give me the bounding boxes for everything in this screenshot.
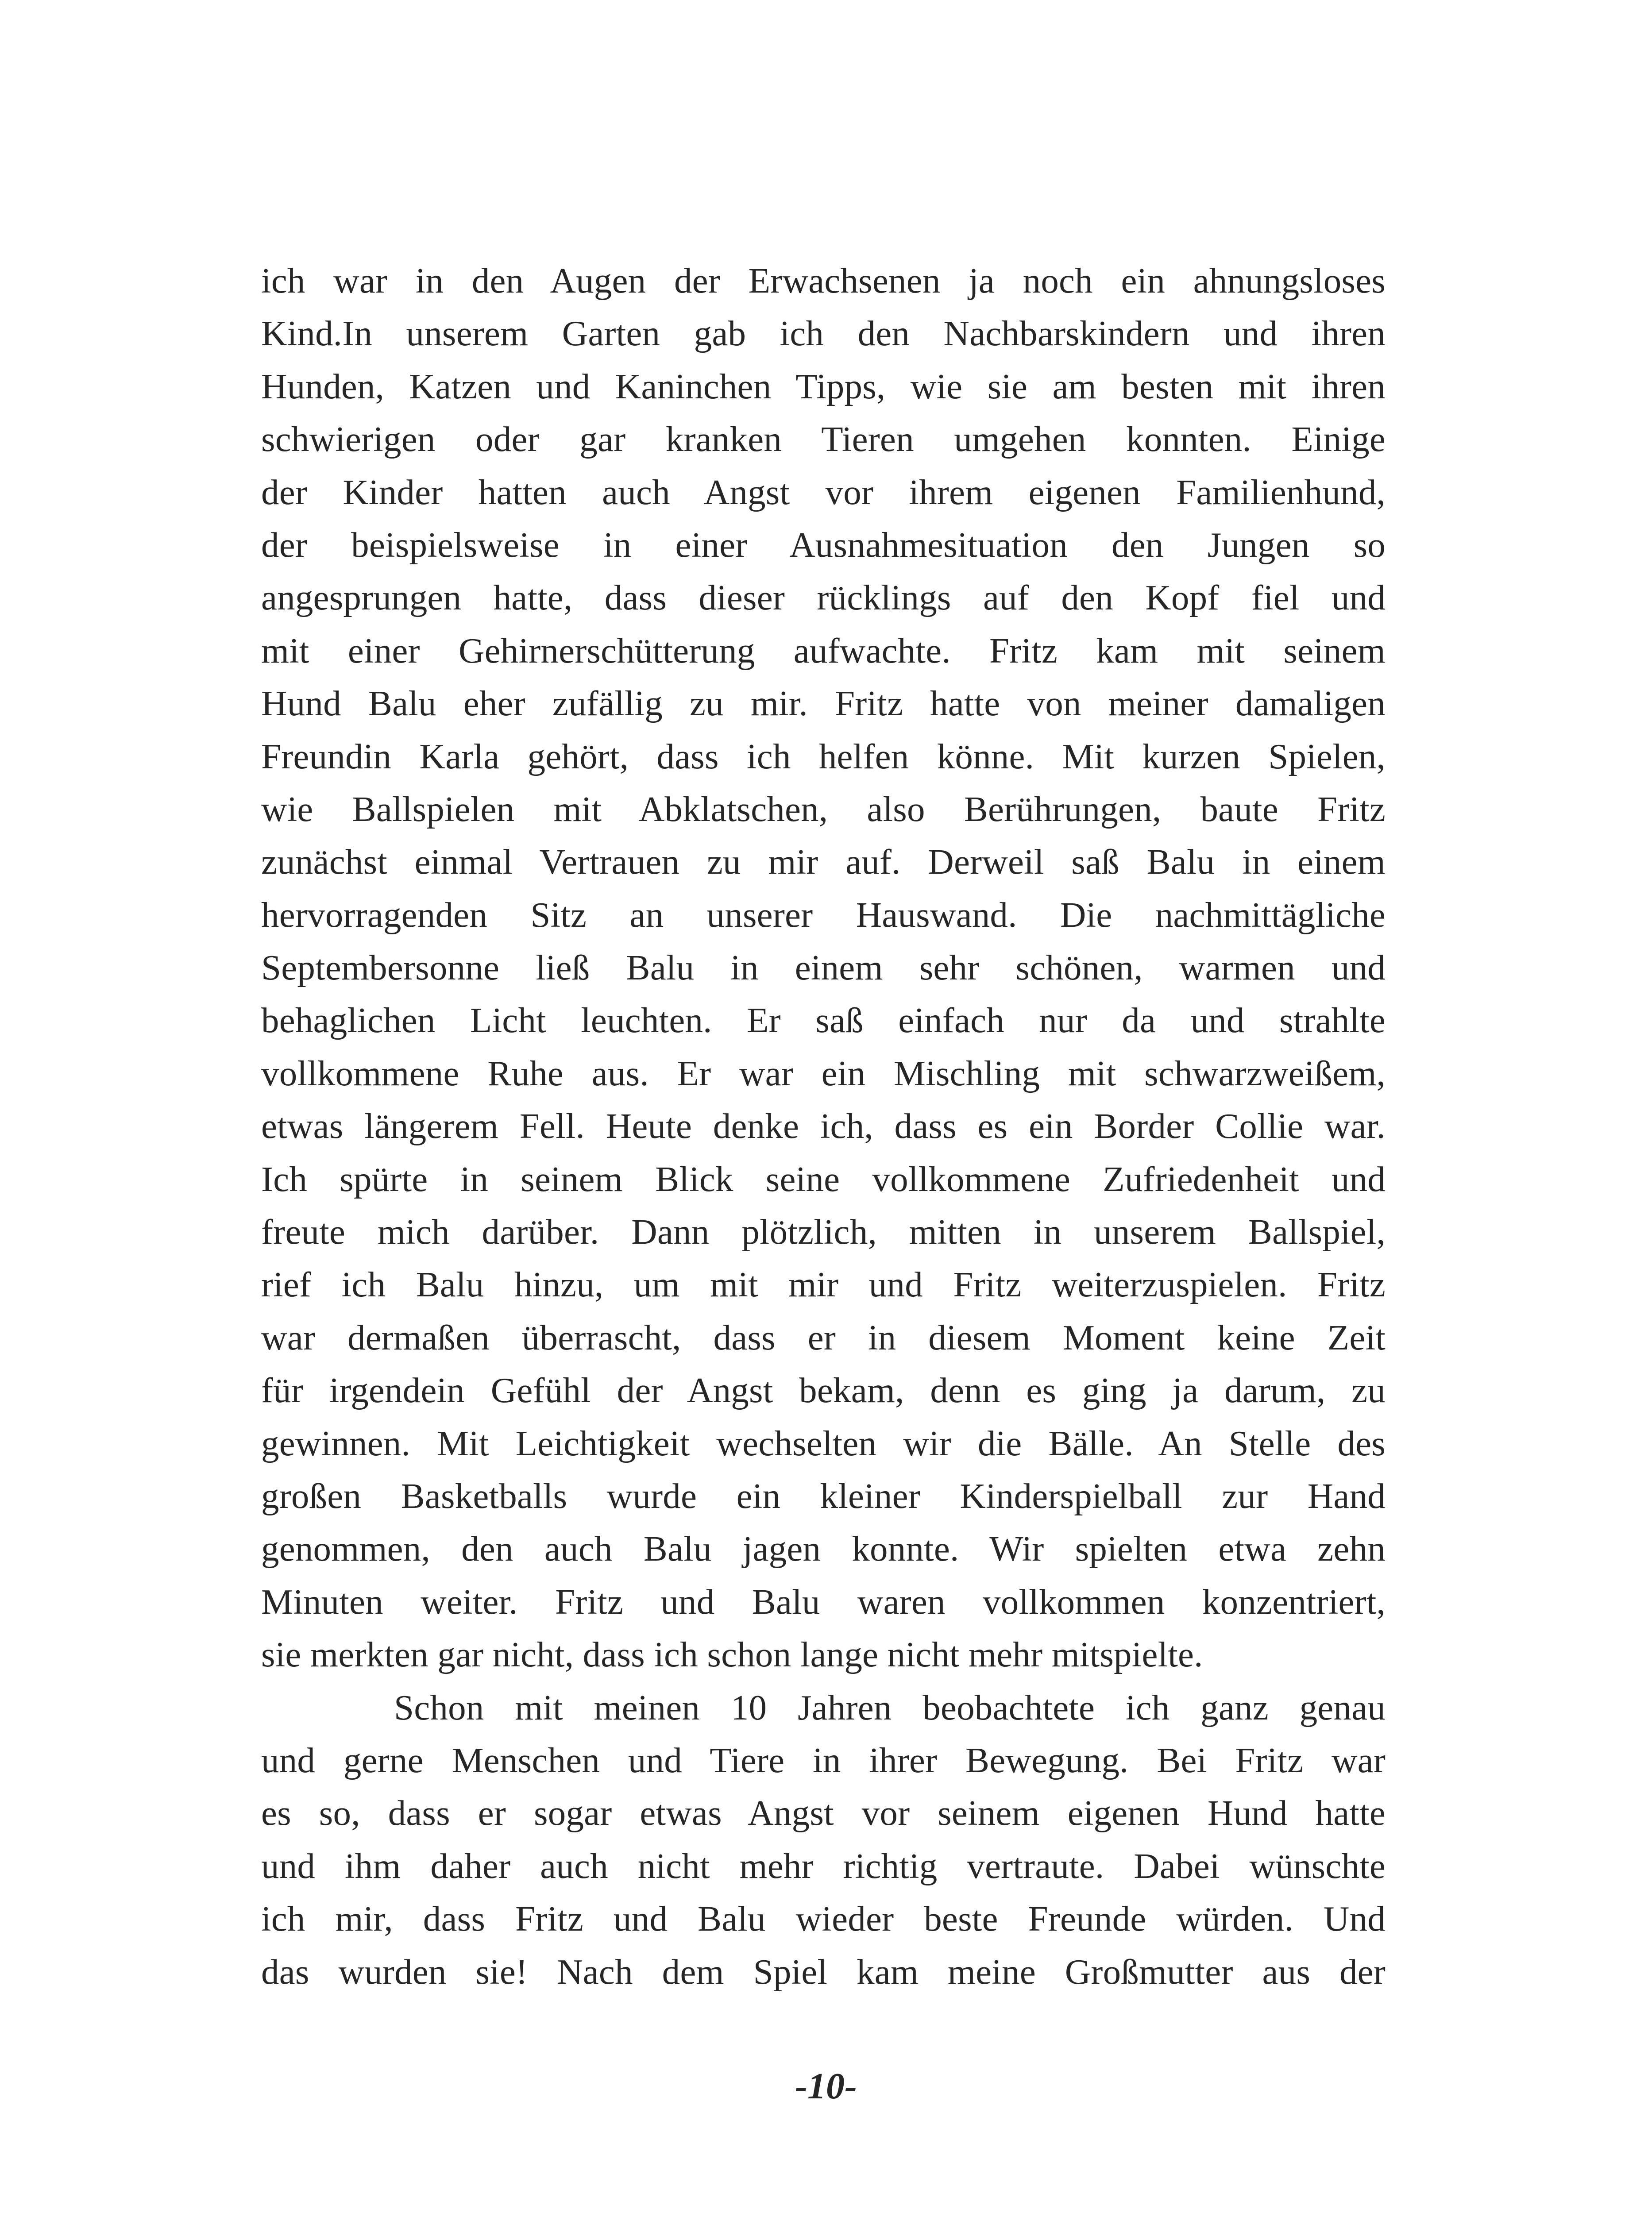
text-line: für irgendein Gefühl der Angst bekam, denn es ging ja darum, zu [261,1370,1386,1411]
text-line: Septembersonne ließ Balu in einem sehr schönen, warmen und [261,948,1386,988]
text-line: freute mich darüber. Dann plötzlich, mitten in unserem Ballspiel, [261,1212,1386,1252]
text-line: und gerne Menschen und Tiere in ihrer Bewegung. Bei Fritz war [261,1740,1386,1780]
text-line: genommen, den auch Balu jagen konnte. Wir spielten etwa zehn [261,1529,1386,1569]
text-line: Ich spürte in seinem Blick seine vollkommene Zufriedenheit und [261,1159,1386,1199]
text-line: Minuten weiter. Fritz und Balu waren vollkommen konzentriert, [261,1581,1386,1622]
text-line: vollkommene Ruhe aus. Er war ein Mischling mit schwarzweißem, [261,1053,1386,1093]
text-line: Kind.In unserem Garten gab ich den Nachbarskindern und ihren [261,313,1386,354]
text-line: Hunden, Katzen und Kaninchen Tipps, wie sie am besten mit ihren [261,366,1386,406]
text-line: ich war in den Augen der Erwachsenen ja noch ein ahnungsloses [261,261,1386,301]
text-line: und ihm daher auch nicht mehr richtig vertraute. Dabei wünschte [261,1846,1386,1886]
text-line: gewinnen. Mit Leichtigkeit wechselten wir die Bälle. An Stelle des [261,1423,1386,1463]
text-line: behaglichen Licht leuchten. Er saß einfach nur da und strahlte [261,1000,1386,1041]
text-line: rief ich Balu hinzu, um mit mir und Fritz weiterzuspielen. Fritz [261,1265,1386,1305]
text-line: etwas längerem Fell. Heute denke ich, dass es ein Border Collie war. [261,1106,1386,1146]
paragraph-start-line: Schon mit meinen 10 Jahren beobachtete ich ganz genau [394,1687,1386,1727]
text-line: der Kinder hatten auch Angst vor ihrem eigenen Familienhund, [261,472,1386,512]
text-line: schwierigen oder gar kranken Tieren umgehen konnten. Einige [261,419,1386,459]
text-line: ich mir, dass Fritz und Balu wieder beste Freunde würden. Und [261,1899,1386,1939]
text-line: der beispielsweise in einer Ausnahmesituation den Jungen so [261,524,1386,565]
body-text [261,254,1386,1998]
text-line: wie Ballspielen mit Abklatschen, also Berührungen, baute Fritz [261,789,1386,829]
text-line: war dermaßen überrascht, dass er in diesem Moment keine Zeit [261,1317,1386,1357]
page-number: -10- [795,2066,857,2107]
text-line: Freundin Karla gehört, dass ich helfen könne. Mit kurzen Spielen, [261,736,1386,776]
text-line: großen Basketballs wurde ein kleiner Kinderspielball zur Hand [261,1476,1386,1516]
text-line: hervorragenden Sitz an unserer Hauswand. Die nachmittägliche [261,894,1386,935]
text-line: sie merkten gar nicht, dass ich schon lange nicht mehr mitspielte. [261,1635,1203,1675]
text-line: angesprungen hatte, dass dieser rücklings auf den Kopf fiel und [261,578,1386,618]
text-line: das wurden sie! Nach dem Spiel kam meine Großmutter aus der [261,1951,1386,1992]
text-line: zunächst einmal Vertrauen zu mir auf. Derweil saß Balu in einem [261,842,1386,882]
text-line: mit einer Gehirnerschütterung aufwachte. Fritz kam mit seinem [261,630,1386,671]
text-line: Hund Balu eher zufällig zu mir. Fritz hatte von meiner damaligen [261,683,1386,724]
text-line: es so, dass er sogar etwas Angst vor seinem eigenen Hund hatte [261,1793,1386,1833]
